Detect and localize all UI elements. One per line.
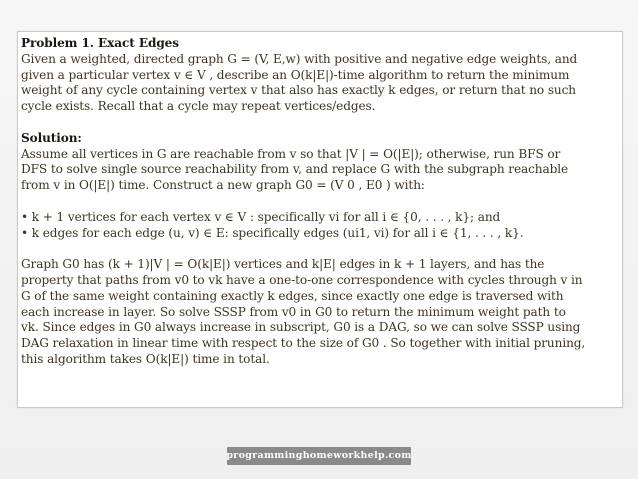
paragraph-gap [21, 194, 617, 210]
solution-closing-line: Graph G0 has (k + 1)|V | = O(k|E|) vertices and k|E| edges in k + 1 layers, and has the [21, 257, 545, 272]
bullet-item: • k + 1 vertices for each vertex v ∈ V : specifically vi for all i ∈ {0, . . . , k}; and [21, 209, 501, 224]
problem-line: weight of any cycle containing vertex v that also has exactly k edges, or return that no such [21, 83, 576, 98]
solution-intro-line: Assume all vertices in G are reachable from v so that |V | = O(|E|); otherwise, run BFS or [21, 146, 561, 161]
bullet-item: • k edges for each edge (u, v) ∈ E: specifically edges (ui1, vi) for all i ∈ {1, . . . , k}. [21, 225, 524, 240]
solution-closing-line: each increase in layer. So solve SSSP from v0 in G0 to return the minimum weight path to [21, 304, 566, 319]
solution-closing-line: this algorithm takes O(k|E|) time in total. [21, 351, 270, 366]
solution-closing-line: DAG relaxation in linear time with respect to the size of G0 . So together with initial pruning, [21, 336, 586, 351]
solution-closing-line: G of the same weight containing exactly k edges, since exactly one edge is traversed with [21, 288, 564, 303]
problem-title: Problem 1. Exact Edges [21, 36, 179, 50]
document-body [21, 36, 617, 368]
solution-intro-line: DFS to solve single source reachability from v, and replace G with the subgraph reachable [21, 162, 569, 177]
solution-intro-line: from v in O(|E|) time. Construct a new graph G0 = (V 0 , E0 ) with: [21, 178, 425, 193]
solution-closing-line: vk. Since edges in G0 always increase in subscript, G0 is a DAG, so we can solve SSSP using [21, 320, 581, 335]
paragraph-gap [21, 241, 617, 257]
solution-closing-line: property that paths from v0 to vk have a one-to-one correspondence with cycles through v in [21, 272, 583, 287]
solution-title: Solution: [21, 130, 82, 145]
problem-line: Given a weighted, directed graph G = (V, E,w) with positive and negative edge weights, and [21, 51, 578, 66]
footer-watermark: programminghomeworkhelp.com [226, 450, 412, 461]
paragraph-gap [21, 115, 617, 131]
problem-line: cycle exists. Recall that a cycle may repeat vertices/edges. [21, 99, 376, 114]
problem-line: given a particular vertex v ∈ V , describe an O(k|E|)-time algorithm to return the minimum [21, 67, 570, 82]
